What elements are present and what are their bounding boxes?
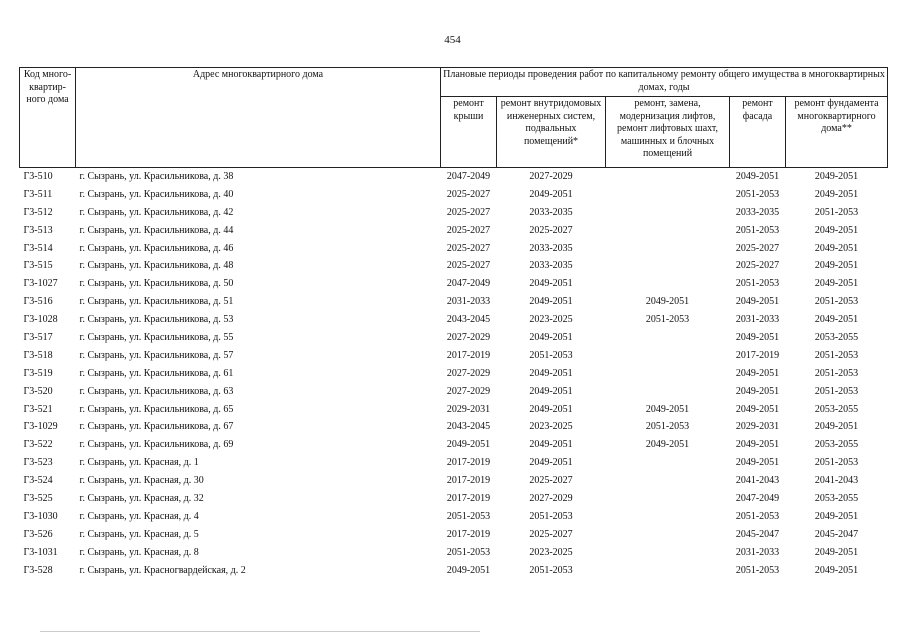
cell-address: г. Сызрань, ул. Красильникова, д. 38 xyxy=(76,168,441,186)
cell-code: Г3-523 xyxy=(23,457,53,469)
cell-address: г. Сызрань, ул. Красильникова, д. 51 xyxy=(79,296,234,308)
cell-lifts xyxy=(606,240,730,258)
cell-foundation: 2049-2051 xyxy=(814,510,859,522)
cell-roof: 2017-2019 xyxy=(446,457,491,469)
cell-address: г. Сызрань, ул. Красильникова, д. 55 xyxy=(79,331,234,343)
cell-address: г. Сызрань, ул. Красильникова, д. 69 xyxy=(79,439,234,451)
cell-foundation: 2051-2053 xyxy=(814,457,859,469)
cell-lifts xyxy=(606,204,730,222)
cell-code: Г3-524 xyxy=(23,475,53,487)
cell-roof: 2027-2029 xyxy=(446,367,491,379)
cell-address: г. Сызрань, ул. Красная, д. 32 xyxy=(79,492,204,504)
cell-roof: 2047-2049 xyxy=(441,168,497,186)
cell-code: Г3-519 xyxy=(23,367,53,379)
cell-code: Г3-525 xyxy=(23,492,53,504)
table-body xyxy=(20,168,888,580)
cell-code: Г3-1027 xyxy=(23,278,58,290)
cell-facade: 2049-2051 xyxy=(735,439,780,451)
cell-roof: 2043-2045 xyxy=(446,421,491,433)
table-row xyxy=(20,222,888,240)
cell-code: Г3-518 xyxy=(23,349,53,361)
cell-facade: 2045-2047 xyxy=(735,528,780,540)
cell-facade: 2041-2043 xyxy=(735,475,780,487)
cell-roof: 2047-2049 xyxy=(446,278,491,290)
cell-foundation: 2049-2051 xyxy=(814,260,859,272)
cell-facade: 2049-2051 xyxy=(735,457,780,469)
cell-foundation: 2053-2055 xyxy=(814,331,859,343)
cell-code: Г3-514 xyxy=(23,242,53,254)
cell-code: Г3-511 xyxy=(23,188,53,200)
cell-lifts xyxy=(606,365,730,383)
cell-address: г. Сызрань, ул. Красная, д. 4 xyxy=(79,510,199,522)
cell-roof: 2029-2031 xyxy=(446,403,491,415)
cell-lifts xyxy=(606,186,730,204)
cell-facade: 2051-2053 xyxy=(735,510,780,522)
cell-address: г. Сызрань, ул. Красная, д. 30 xyxy=(79,475,204,487)
table-row xyxy=(20,383,888,401)
table-row xyxy=(20,329,888,347)
cell-roof: 2051-2053 xyxy=(446,510,491,522)
cell-engineering: 2049-2051 xyxy=(529,403,573,415)
scan-line xyxy=(0,631,905,632)
cell-address: г. Сызрань, ул. Красильникова, д. 63 xyxy=(79,385,234,397)
table-row xyxy=(20,544,888,562)
cell-roof: 2025-2027 xyxy=(446,260,491,272)
header-facade: ремонт фасада xyxy=(730,97,786,168)
page-number: 454 xyxy=(444,34,461,46)
cell-address: г. Сызрань, ул. Красильникова, д. 53 xyxy=(79,314,234,326)
cell-engineering: 2027-2029 xyxy=(529,492,573,504)
cell-facade: 2017-2019 xyxy=(735,349,780,361)
cell-code: Г3-515 xyxy=(23,260,53,272)
cell-address: г. Сызрань, ул. Красильникова, д. 67 xyxy=(79,421,234,433)
cell-lifts xyxy=(606,472,730,490)
cell-address: г. Сызрань, ул. Красильникова, д. 50 xyxy=(79,278,234,290)
cell-engineering: 2049-2051 xyxy=(529,385,573,397)
table-row xyxy=(20,436,888,454)
cell-foundation: 2049-2051 xyxy=(814,314,859,326)
cell-foundation: 2053-2055 xyxy=(814,439,859,451)
cell-foundation: 2051-2053 xyxy=(814,296,859,308)
cell-lifts xyxy=(606,544,730,562)
cell-code: Г3-516 xyxy=(23,296,53,308)
cell-lifts: 2051-2053 xyxy=(645,314,690,326)
cell-roof: 2025-2027 xyxy=(446,224,491,236)
cell-engineering: 2051-2053 xyxy=(529,564,573,576)
cell-foundation: 2049-2051 xyxy=(786,168,888,186)
cell-engineering: 2025-2027 xyxy=(529,528,573,540)
table-row xyxy=(20,401,888,419)
cell-foundation: 2049-2051 xyxy=(814,421,859,433)
header-roof: ремонт крыши xyxy=(441,97,497,168)
table-row xyxy=(20,418,888,436)
cell-address: г. Сызрань, ул. Красная, д. 1 xyxy=(79,457,199,469)
cell-foundation: 2045-2047 xyxy=(814,528,859,540)
cell-lifts: 2051-2053 xyxy=(645,421,690,433)
cell-foundation: 2049-2051 xyxy=(814,224,859,236)
header-periods: Плановые периоды проведения работ по капитальному ремонту общего имущества в многоквартирных домах, годы xyxy=(441,68,888,97)
cell-engineering: 2023-2025 xyxy=(529,546,573,558)
cell-facade: 2051-2053 xyxy=(735,188,780,200)
table-row xyxy=(20,562,888,580)
cell-lifts xyxy=(606,222,730,240)
table-row xyxy=(20,490,888,508)
cell-roof: 2051-2053 xyxy=(446,546,491,558)
cell-facade: 2033-2035 xyxy=(735,206,780,218)
cell-facade: 2049-2051 xyxy=(735,331,780,343)
cell-lifts xyxy=(606,562,730,580)
table-row xyxy=(20,204,888,222)
table-row xyxy=(20,293,888,311)
header-engineering: ремонт внутридомовых инженерных систем, подвальных помещений* xyxy=(497,97,606,168)
cell-engineering: 2033-2035 xyxy=(529,206,573,218)
cell-facade: 2049-2051 xyxy=(735,296,780,308)
cell-lifts xyxy=(606,490,730,508)
cell-address: г. Сызрань, ул. Красильникова, д. 57 xyxy=(79,349,234,361)
cell-engineering: 2049-2051 xyxy=(529,278,573,290)
cell-engineering: 2049-2051 xyxy=(529,367,573,379)
cell-engineering: 2033-2035 xyxy=(529,242,573,254)
cell-facade: 2051-2053 xyxy=(735,224,780,236)
cell-roof: 2025-2027 xyxy=(446,188,491,200)
cell-roof: 2017-2019 xyxy=(446,475,491,487)
cell-facade: 2031-2033 xyxy=(735,546,780,558)
cell-lifts xyxy=(606,275,730,293)
cell-address: г. Сызрань, ул. Красная, д. 8 xyxy=(79,546,199,558)
cell-code: Г3-510 xyxy=(20,168,76,186)
cell-foundation: 2051-2053 xyxy=(814,349,859,361)
cell-facade: 2049-2051 xyxy=(735,403,780,415)
header-address: Адрес многоквартирного дома xyxy=(76,68,441,168)
cell-roof: 2017-2019 xyxy=(446,492,491,504)
cell-facade: 2025-2027 xyxy=(735,242,780,254)
cell-address: г. Сызрань, ул. Красильникова, д. 61 xyxy=(79,367,234,379)
cell-lifts: 2049-2051 xyxy=(645,296,690,308)
table-row xyxy=(20,240,888,258)
cell-roof: 2031-2033 xyxy=(446,296,491,308)
cell-engineering: 2025-2027 xyxy=(529,224,573,236)
cell-code: Г3-526 xyxy=(23,528,53,540)
table-row xyxy=(20,311,888,329)
cell-roof: 2049-2051 xyxy=(446,564,491,576)
table-row xyxy=(20,275,888,293)
cell-roof: 2025-2027 xyxy=(446,206,491,218)
table-row xyxy=(20,472,888,490)
cell-engineering: 2051-2053 xyxy=(529,349,573,361)
cell-engineering: 2023-2025 xyxy=(529,314,573,326)
cell-engineering: 2049-2051 xyxy=(529,439,573,451)
cell-lifts xyxy=(606,168,730,186)
cell-code: Г3-522 xyxy=(23,439,53,451)
cell-address: г. Сызрань, ул. Красная, д. 5 xyxy=(79,528,199,540)
cell-address: г. Сызрань, ул. Красильникова, д. 65 xyxy=(79,403,234,415)
cell-roof: 2025-2027 xyxy=(446,242,491,254)
header-code: Код много-квартир-ного дома xyxy=(20,68,76,168)
cell-roof: 2049-2051 xyxy=(446,439,491,451)
cell-address: г. Сызрань, ул. Красногвардейская, д. 2 xyxy=(79,564,246,576)
cell-facade: 2049-2051 xyxy=(730,168,786,186)
cell-address: г. Сызрань, ул. Красильникова, д. 44 xyxy=(79,224,234,236)
cell-lifts xyxy=(606,347,730,365)
cell-engineering: 2033-2035 xyxy=(529,260,573,272)
cell-foundation: 2049-2051 xyxy=(814,546,859,558)
cell-code: Г3-1030 xyxy=(23,510,58,522)
capital-repair-table xyxy=(19,67,888,579)
cell-lifts xyxy=(606,526,730,544)
cell-lifts xyxy=(606,257,730,275)
table-row xyxy=(20,257,888,275)
cell-roof: 2027-2029 xyxy=(446,385,491,397)
cell-foundation: 2051-2053 xyxy=(814,206,859,218)
cell-foundation: 2053-2055 xyxy=(814,492,859,504)
cell-facade: 2051-2053 xyxy=(735,278,780,290)
cell-roof: 2017-2019 xyxy=(446,528,491,540)
cell-roof: 2043-2045 xyxy=(446,314,491,326)
cell-address: г. Сызрань, ул. Красильникова, д. 48 xyxy=(79,260,234,272)
cell-foundation: 2049-2051 xyxy=(814,564,859,576)
cell-lifts xyxy=(606,454,730,472)
cell-code: Г3-513 xyxy=(23,224,53,236)
cell-engineering: 2049-2051 xyxy=(529,188,573,200)
cell-lifts xyxy=(606,508,730,526)
cell-code: Г3-1029 xyxy=(23,421,58,433)
cell-facade: 2025-2027 xyxy=(735,260,780,272)
cell-engineering: 2023-2025 xyxy=(529,421,573,433)
header-lifts: ремонт, замена, модернизация лифтов, ремонт лифтовых шахт, машинных и блочных помещений xyxy=(606,97,730,168)
cell-address: г. Сызрань, ул. Красильникова, д. 40 xyxy=(79,188,234,200)
cell-address: г. Сызрань, ул. Красильникова, д. 42 xyxy=(79,206,234,218)
cell-roof: 2027-2029 xyxy=(446,331,491,343)
cell-engineering: 2049-2051 xyxy=(529,296,573,308)
cell-lifts xyxy=(606,329,730,347)
cell-code: Г3-521 xyxy=(23,403,53,415)
cell-code: Г3-517 xyxy=(23,331,53,343)
cell-foundation: 2051-2053 xyxy=(814,385,859,397)
cell-code: Г3-520 xyxy=(23,385,53,397)
cell-engineering: 2025-2027 xyxy=(529,475,573,487)
cell-facade: 2047-2049 xyxy=(735,492,780,504)
cell-engineering: 2051-2053 xyxy=(529,510,573,522)
cell-code: Г3-528 xyxy=(23,564,53,576)
table-row xyxy=(20,508,888,526)
cell-code: Г3-1031 xyxy=(23,546,58,558)
cell-lifts: 2049-2051 xyxy=(645,403,690,415)
cell-facade: 2031-2033 xyxy=(735,314,780,326)
table-row xyxy=(20,526,888,544)
table-row xyxy=(20,365,888,383)
table-row xyxy=(20,454,888,472)
cell-facade: 2029-2031 xyxy=(735,421,780,433)
cell-facade: 2049-2051 xyxy=(735,367,780,379)
cell-foundation: 2049-2051 xyxy=(814,188,859,200)
cell-facade: 2051-2053 xyxy=(735,564,780,576)
cell-code: Г3-1028 xyxy=(23,314,58,326)
cell-engineering: 2027-2029 xyxy=(497,168,606,186)
cell-code: Г3-512 xyxy=(23,206,53,218)
cell-foundation: 2041-2043 xyxy=(814,475,859,487)
cell-address: г. Сызрань, ул. Красильникова, д. 46 xyxy=(79,242,234,254)
cell-foundation: 2051-2053 xyxy=(814,367,859,379)
table-row xyxy=(20,168,888,186)
cell-engineering: 2049-2051 xyxy=(529,457,573,469)
table-row xyxy=(20,347,888,365)
cell-lifts: 2049-2051 xyxy=(645,439,690,451)
cell-foundation: 2053-2055 xyxy=(814,403,859,415)
cell-roof: 2017-2019 xyxy=(446,349,491,361)
cell-foundation: 2049-2051 xyxy=(814,278,859,290)
cell-lifts xyxy=(606,383,730,401)
cell-foundation: 2049-2051 xyxy=(814,242,859,254)
table-header xyxy=(20,68,888,168)
cell-facade: 2049-2051 xyxy=(735,385,780,397)
table-row xyxy=(20,186,888,204)
header-foundation: ремонт фундамента многоквартирного дома** xyxy=(786,97,888,168)
cell-engineering: 2049-2051 xyxy=(529,331,573,343)
